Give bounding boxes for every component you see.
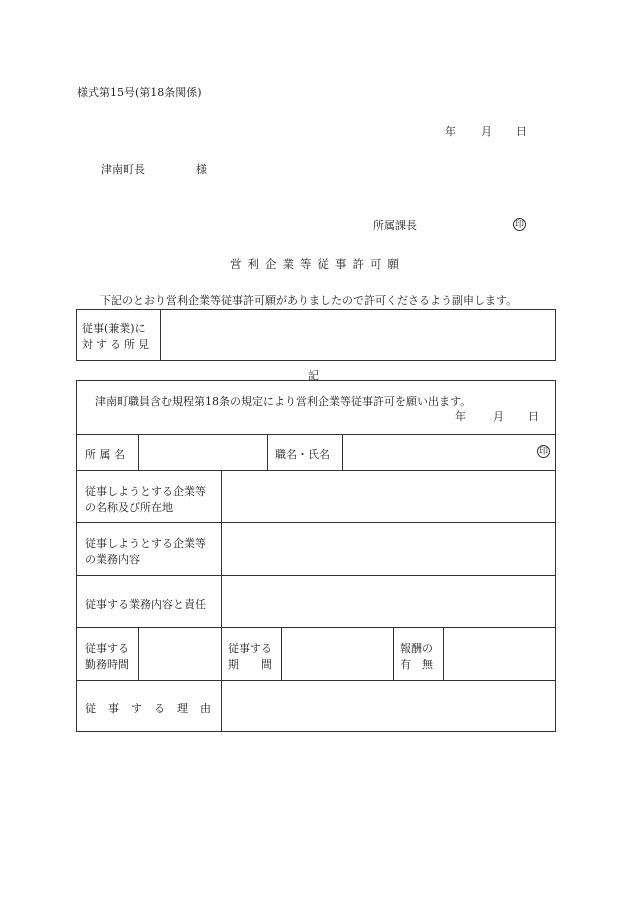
duty-label: 従事する業務内容と責任 <box>85 598 206 611</box>
reason-field[interactable] <box>222 681 555 731</box>
opinion-field[interactable] <box>161 310 555 360</box>
application-date-day: 日 <box>528 410 539 423</box>
application-date-year: 年 <box>455 410 466 423</box>
period-field[interactable] <box>282 628 392 679</box>
hours-field[interactable] <box>139 628 220 679</box>
reward-label-line2: 有 無 <box>400 658 433 671</box>
business-label-line2: の業務内容 <box>85 553 140 566</box>
hours-label-line2: 勤務時間 <box>85 658 129 671</box>
duty-field[interactable] <box>222 576 555 626</box>
company-label-line2: の名称及び所在地 <box>85 501 173 514</box>
period-label-line1: 従事する <box>228 642 272 655</box>
opinion-label-line1: 従事(兼業)に <box>82 322 146 335</box>
date-day-label: 日 <box>516 125 527 138</box>
hours-label-line1: 従事する <box>85 642 129 655</box>
application-statement: 津南町職員含む規程第18条の規定により営利企業等従事許可を願い出ます。 <box>95 395 472 408</box>
seal-mark: 印 <box>514 220 524 230</box>
reward-label-line1: 報酬の <box>400 642 433 655</box>
department-head-title: 所属課長 <box>373 219 417 232</box>
position-name-label: 職名・氏名 <box>275 448 330 461</box>
company-field[interactable] <box>222 471 555 521</box>
application-date-month: 月 <box>493 410 504 423</box>
reward-field[interactable] <box>444 628 555 679</box>
form-number: 様式第15号(第18条関係) <box>77 86 202 99</box>
document-title: 営利企業等従事許可願 <box>230 257 405 271</box>
period-label-line2: 期 間 <box>228 658 272 671</box>
date-month-label: 月 <box>481 125 492 138</box>
addressee-name: 津南町長 <box>101 163 145 176</box>
date-year-label: 年 <box>445 125 456 138</box>
reason-label: 従事する理由 <box>85 702 223 715</box>
opinion-label-line2: 対する所見 <box>82 338 152 351</box>
position-name-field[interactable] <box>343 435 533 469</box>
intro-text: 下記のとおり営利企業等従事許可願がありましたので許可くださるよう副申します。 <box>100 294 518 307</box>
applicant-seal-mark: 印 <box>538 447 548 457</box>
company-label-line1: 従事しようとする企業等 <box>85 485 206 498</box>
ki-label: 記 <box>308 369 319 382</box>
addressee-honorific: 様 <box>196 163 207 176</box>
affiliation-field[interactable] <box>139 435 266 469</box>
business-field[interactable] <box>222 523 555 574</box>
affiliation-label: 所 属 名 <box>85 448 125 461</box>
business-label-line1: 従事しようとする企業等 <box>85 537 206 550</box>
